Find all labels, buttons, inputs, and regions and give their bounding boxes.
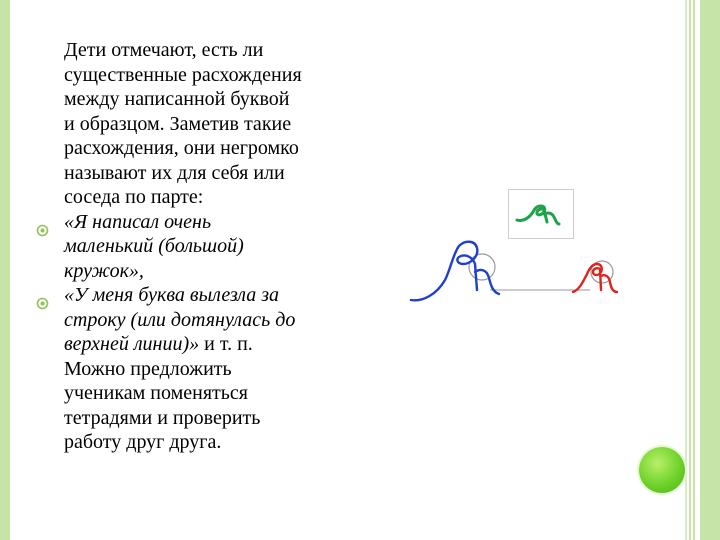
- right-border-line: [693, 0, 695, 540]
- right-border-bar: [700, 0, 720, 540]
- text-line: Можно предложить: [64, 357, 232, 380]
- text-line: Дети отмечают, есть ли: [64, 39, 264, 61]
- text-line: существенные расхождения: [64, 63, 302, 86]
- green-circle-icon: [639, 447, 685, 493]
- text-line: «У меня буква вылезла за: [64, 284, 280, 306]
- bullet-item-2: [64, 283, 384, 357]
- intro-paragraph: [64, 38, 384, 210]
- text-line: ученикам поменяться: [64, 382, 248, 404]
- ring-bullet-icon: [36, 297, 49, 310]
- bullet-item-1: [64, 210, 384, 284]
- italic-fragment: верхней линии)»: [64, 333, 200, 355]
- right-border-line: [689, 0, 691, 540]
- slide-text: [64, 38, 384, 455]
- text-line: строку (или дотянулась до: [64, 308, 296, 331]
- handwriting-comparison-image: [405, 232, 635, 312]
- text-line: «Я написал очень: [64, 210, 212, 233]
- left-border-bar: [0, 0, 10, 540]
- text-line: называют их для себя или: [64, 161, 285, 184]
- text-line: между написанной буквой: [64, 88, 290, 110]
- right-border-line: [685, 0, 687, 540]
- text-line: [64, 332, 384, 357]
- normal-fragment: и т. п.: [199, 333, 253, 355]
- text-line: маленький (большой): [64, 235, 244, 257]
- closing-paragraph: [64, 357, 384, 455]
- text-line: расхождения, они негромко: [64, 137, 299, 159]
- text-line: работу друг друга.: [64, 431, 222, 453]
- text-line: кружок»,: [64, 259, 144, 282]
- text-line: тетрадями и проверить: [64, 406, 261, 429]
- text-line: и образцом. Заметив такие: [64, 112, 292, 135]
- text-line: соседа по парте:: [64, 186, 204, 208]
- ring-bullet-icon: [36, 224, 49, 237]
